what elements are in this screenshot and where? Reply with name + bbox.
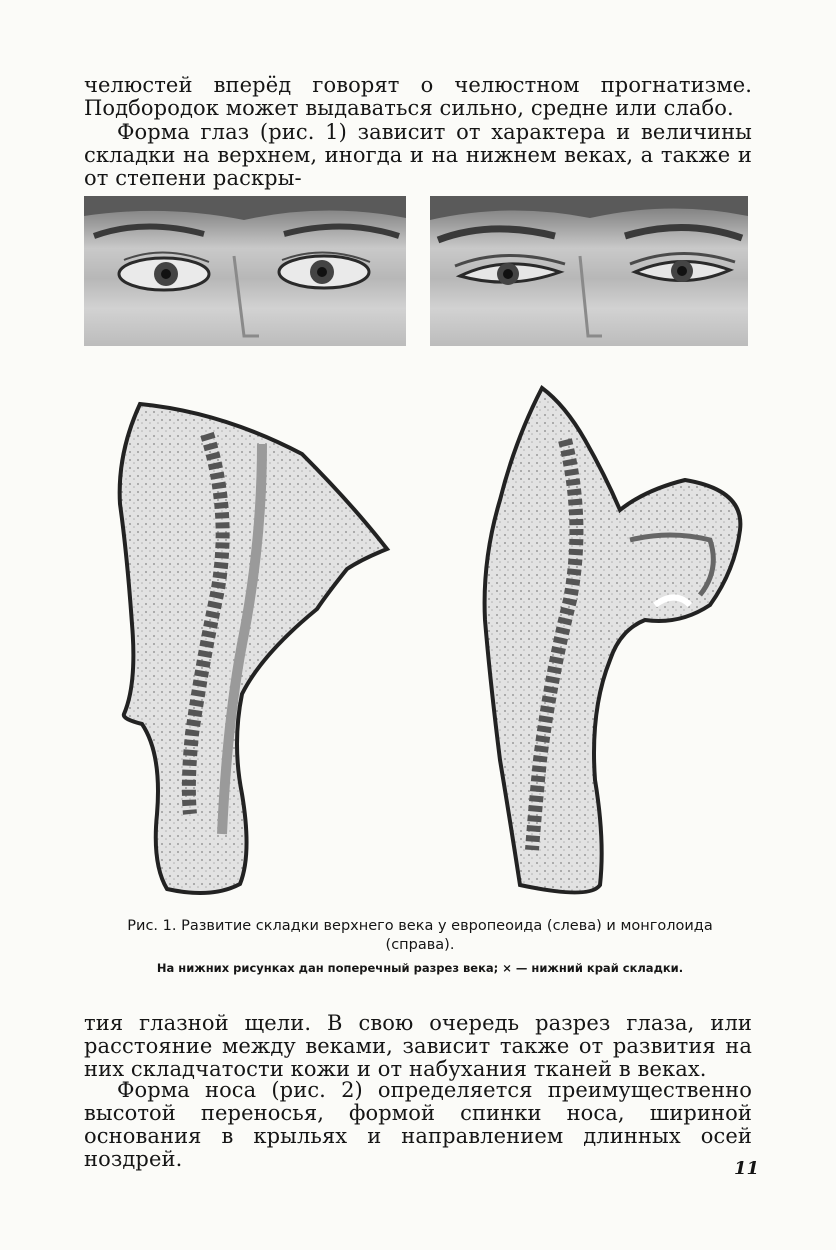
paragraph-top: челюстей вперёд говорят о челюстном прогнатизме. Подбородок может выдаваться сильно, средне или слабо. bbox=[84, 73, 752, 120]
paragraph-eyes: Форма глаз (рис. 1) зависит от характера и величины складки на верхнем, иногда и на нижнем веках, а также и от степени раскры- bbox=[84, 120, 752, 190]
figure-note: На нижних рисунках дан поперечный разрез века; × — нижний край складки. bbox=[156, 961, 684, 975]
eye-photo-european bbox=[84, 196, 406, 346]
paragraph-nose: Форма носа (рис. 2) определяется преимущественно высотой переносья, формой спинки носа, шириной основания в крыльях и направлением длинных осей ноздрей. bbox=[84, 1078, 752, 1171]
eyelid-section-mongoloid bbox=[470, 380, 752, 900]
eyelid-section-european bbox=[112, 394, 402, 904]
page-number: 11 bbox=[734, 1158, 760, 1179]
paragraph-continuation: тия глазной щели. В свою очередь разрез глаза, или расстояние между веками, зависит также от развития на них складчатости кожи и от набухания тканей в веках. bbox=[84, 1011, 752, 1081]
eye-photo-mongoloid bbox=[430, 196, 748, 346]
figure-caption: Рис. 1. Развитие складки верхнего века у европеоида (слева) и монголоида (справа). bbox=[127, 918, 713, 953]
